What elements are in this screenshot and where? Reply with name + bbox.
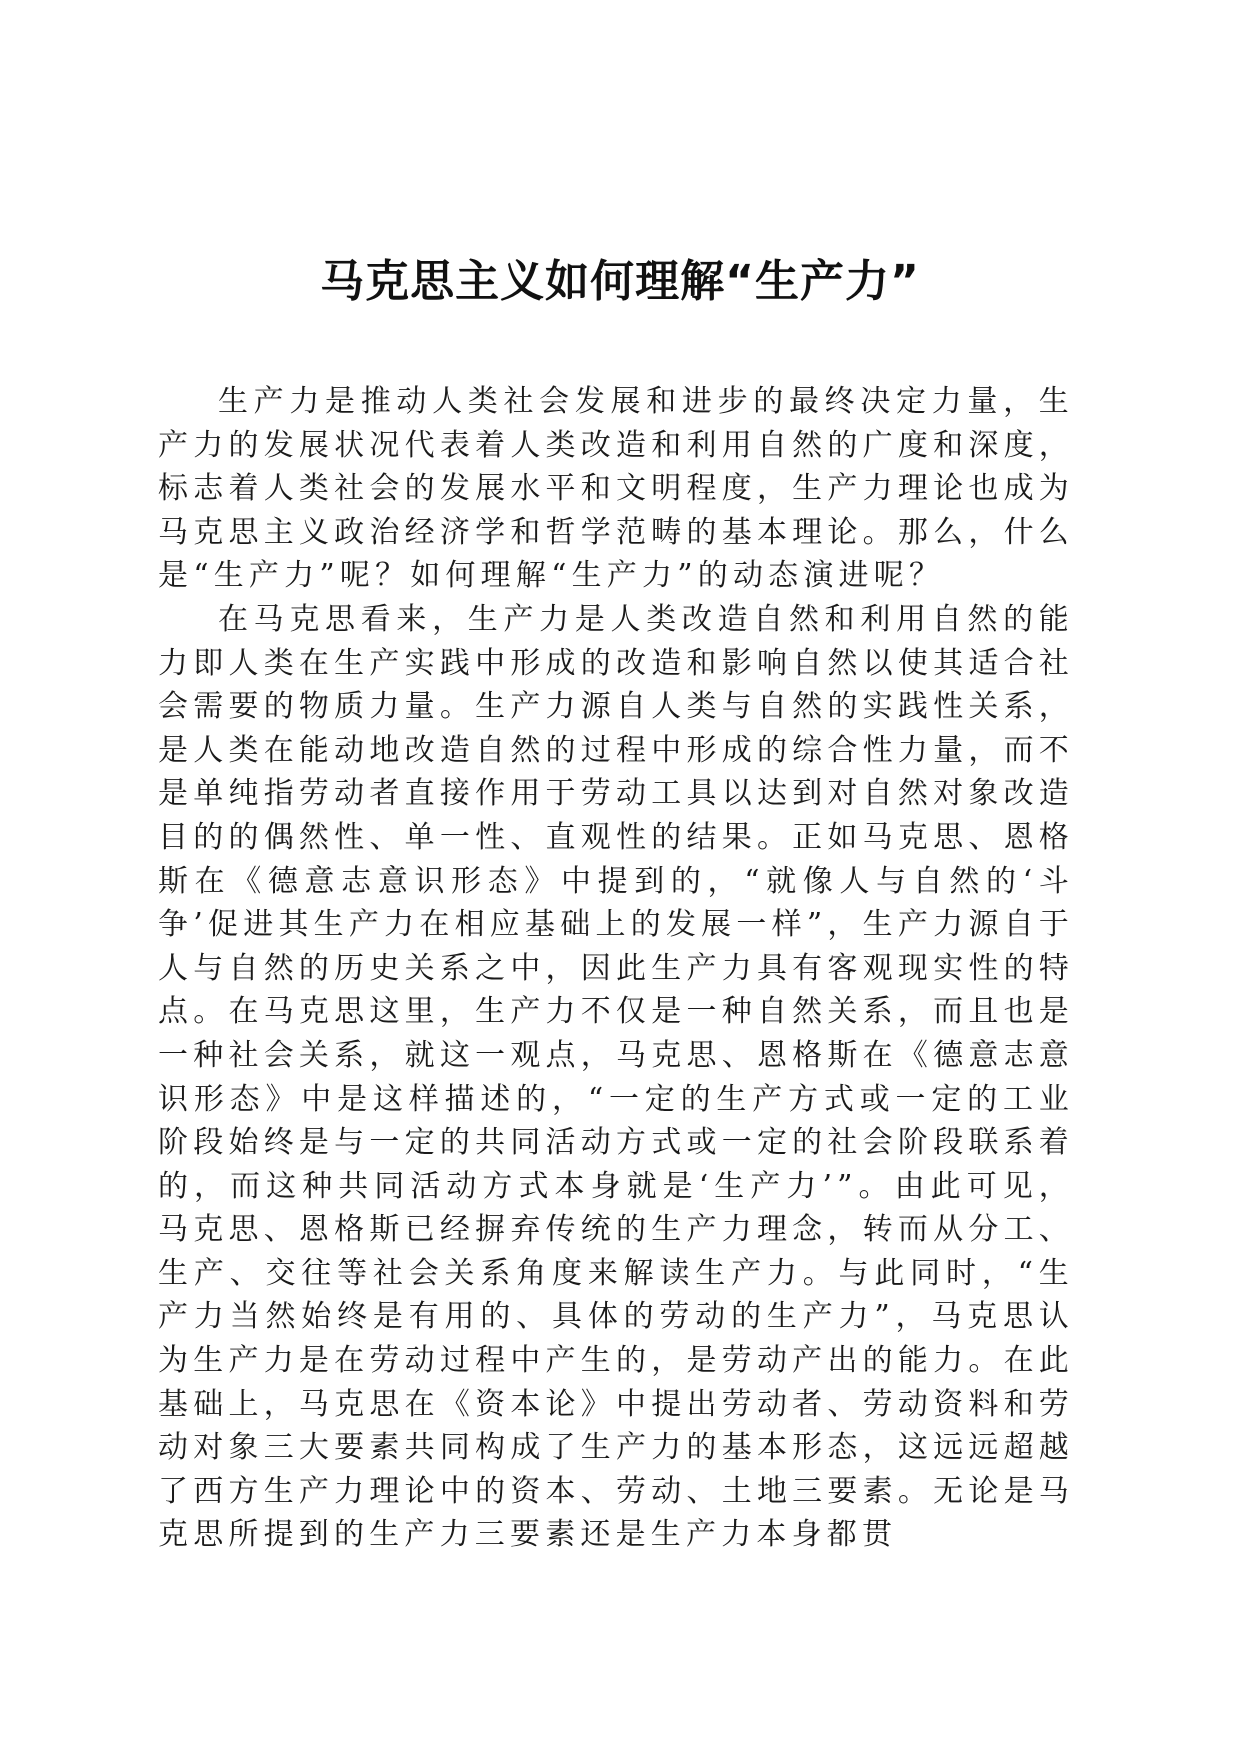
paragraph-1: 生产力是推动人类社会发展和进步的最终决定力量，生产力的发展状况代表着人类改造和利用自然的广度和深度，标志着人类社会的发展水平和文明程度，生产力理论也成为马克思主义政治经济学和哲学范畴的基本理论。那么，什么是“生产力”呢？如何理解“生产力”的动态演进呢？ [158, 384, 1074, 594]
document-title: 马克思主义如何理解“生产力” [320, 256, 920, 307]
document-body [158, 380, 1074, 1557]
paragraph-2: 在马克思看来，生产力是人类改造自然和利用自然的能力即人类在生产实践中形成的改造和影响自然以使其适合社会需要的物质力量。生产力源自人类与自然的实践性关系，是人类在能动地改造自然的过程中形成的综合性力量，而不是单纯指劳动者直接作用于劳动工具以达到对自然对象改造目的的偶然性、单一性、直观性的结果。正如马克思、恩格斯在《德意志意识形态》中提到的，“就像人与自然的‘斗争’促进其生产力在相应基础上的发展一样”，生产力源自于人与自然的历史关系之中，因此生产力具有客观现实性的特点。在马克思这里，生产力不仅是一种自然关系，而且也是一种社会关系，就这一观点，马克思、恩格斯在《德意志意识形态》中是这样描述的，“一定的生产方式或一定的工业阶段始终是与一定的共同活动方式或一定的社会阶段联系着的，而这种共同活动方式本身就是‘生产力’”。由此可见，马克思、恩格斯已经摒弃传统的生产力理念，转而从分工、生产、交往等社会关系角度来解读生产力。与此同时，“生产力当然始终是有用的、具体的劳动的生产力”，马克思认为生产力是在劳动过程中产生的，是劳动产出的能力。在此基础上，马克思在《资本论》中提出劳动者、劳动资料和劳动对象三大要素共同构成了生产力的基本形态，这远远超越了西方生产力理论中的资本、劳动、土地三要素。无论是马克思所提到的生产力三要素还是生产力本身都贯 [158, 601, 1074, 1553]
